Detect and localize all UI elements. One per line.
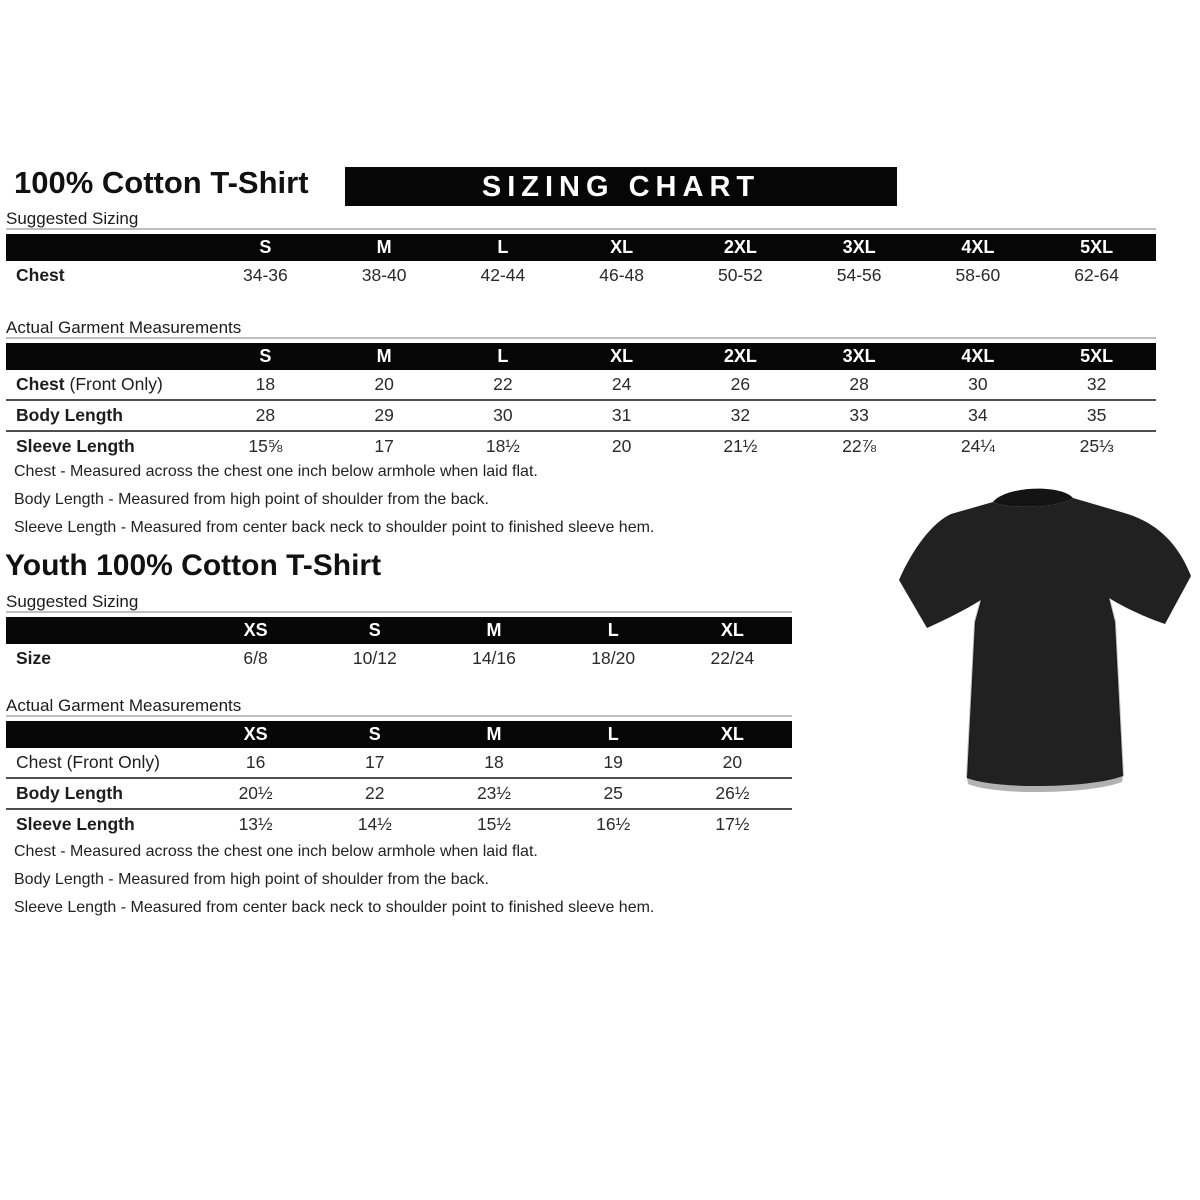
adult-actual-measurements-table (6, 337, 1156, 461)
measurement-cell: 15⅝ (248, 436, 283, 456)
tshirt-body-shape (899, 498, 1191, 786)
row-label: Body Length (16, 783, 123, 803)
youth-measurement-notes (14, 838, 654, 922)
row-label: Chest (Front Only) (16, 374, 163, 394)
table-header-row (6, 617, 792, 644)
size-column-header: 3XL (842, 346, 876, 366)
measurement-cell: 20 (611, 436, 632, 456)
measurement-cell: 32 (1086, 374, 1107, 394)
measurement-cell: 13½ (238, 814, 273, 834)
table-row (6, 430, 1156, 461)
measurement-cell: 18 (255, 374, 276, 394)
size-column-header: 4XL (961, 346, 995, 366)
size-column-header: 2XL (723, 237, 757, 257)
table-row (6, 370, 1156, 399)
measurement-cell: 28 (255, 405, 276, 425)
table-header-row (6, 343, 1156, 370)
measurement-cell: 20 (722, 752, 743, 772)
size-column-header: XL (720, 724, 744, 744)
measurement-cell: 23½ (476, 783, 512, 803)
header-row (0, 163, 1200, 209)
note-chest: Chest - Measured across the chest one inch below armhole when laid flat. (14, 463, 538, 480)
row-label: Sleeve Length (16, 436, 135, 456)
measurement-cell: 30 (968, 374, 988, 394)
measurement-cell: 22 (493, 374, 513, 394)
measurement-cell: 17 (374, 436, 394, 456)
measurement-cell: 29 (374, 405, 394, 425)
size-column-header: L (607, 620, 619, 640)
size-column-header: XL (610, 346, 634, 366)
row-label: Body Length (16, 405, 123, 425)
measurement-cell: 14½ (357, 814, 392, 834)
row-label: Chest (16, 265, 65, 285)
row-label: Chest (Front Only) (16, 752, 160, 772)
measurement-cell: 17½ (715, 814, 750, 834)
size-column-header: 5XL (1080, 346, 1114, 366)
measurement-cell: 34-36 (242, 265, 288, 285)
measurement-cell: 26 (730, 374, 751, 394)
size-column-header: XL (610, 237, 634, 257)
measurement-cell: 35 (1086, 405, 1107, 425)
measurement-cell: 17 (365, 752, 385, 772)
measurement-cell: 58-60 (955, 265, 1001, 285)
size-column-header: XL (720, 620, 744, 640)
table-header-row (6, 234, 1156, 261)
measurement-cell: 62-64 (1074, 265, 1119, 285)
measurement-cell: 20 (374, 374, 394, 394)
measurement-cell: 15½ (476, 814, 512, 834)
size-column-header: 3XL (842, 237, 876, 257)
sizing-chart-banner: SIZING CHART (345, 167, 897, 206)
measurement-cell: 19 (603, 752, 623, 772)
size-column-header: S (259, 346, 272, 366)
measurement-cell: 34 (968, 405, 988, 425)
measurement-cell: 21½ (723, 436, 758, 456)
page-title: 100% Cotton T-Shirt (14, 165, 309, 200)
measurement-cell: 14/16 (472, 648, 516, 668)
measurement-cell: 22 (365, 783, 385, 803)
table-row (6, 748, 792, 777)
measurement-cell: 31 (611, 405, 632, 425)
measurement-cell: 54-56 (836, 265, 882, 285)
note-sleeve-length: Sleeve Length - Measured from center back neck to shoulder point to finished sleeve hem. (14, 519, 655, 536)
size-column-header: 4XL (961, 237, 995, 257)
measurement-cell: 16½ (596, 814, 631, 834)
adult-actual-measurements-label: Actual Garment Measurements (6, 318, 242, 337)
measurement-cell: 10/12 (352, 648, 397, 668)
size-column-header: M (376, 346, 392, 366)
note-sleeve-length: Sleeve Length - Measured from center back neck to shoulder point to finished sleeve hem. (14, 899, 655, 916)
measurement-cell: 33 (849, 405, 869, 425)
size-column-header: M (486, 620, 502, 640)
measurement-cell: 24¼ (960, 436, 995, 456)
table-row (6, 399, 1156, 430)
tshirt-graphic (893, 478, 1198, 810)
youth-suggested-sizing-table (6, 611, 792, 673)
youth-section-title: Youth 100% Cotton T-Shirt (5, 549, 382, 582)
note-chest: Chest - Measured across the chest one inch below armhole when laid flat. (14, 843, 538, 860)
adult-suggested-sizing-table (6, 228, 1156, 290)
size-column-header: L (497, 346, 509, 366)
measurement-cell: 18 (484, 752, 504, 772)
note-body-length: Body Length - Measured from high point of shoulder from the back. (14, 491, 489, 508)
size-column-header: XS (243, 620, 268, 640)
row-label: Size (16, 648, 52, 668)
measurement-cell: 46-48 (599, 265, 644, 285)
size-column-header: M (376, 237, 392, 257)
measurement-cell: 30 (493, 405, 513, 425)
measurement-cell: 38-40 (361, 265, 407, 285)
measurement-cell: 42-44 (480, 265, 526, 285)
measurement-cell: 24 (611, 374, 632, 394)
size-column-header: S (259, 237, 272, 257)
size-column-header: XS (243, 724, 268, 744)
measurement-cell: 22⅞ (842, 436, 877, 456)
table-header-row (6, 721, 792, 748)
size-column-header: S (368, 620, 381, 640)
youth-actual-measurements-label: Actual Garment Measurements (6, 696, 242, 715)
size-column-header: L (607, 724, 619, 744)
black-tshirt-image (893, 478, 1198, 810)
table-row (6, 777, 792, 808)
measurement-cell: 32 (730, 405, 751, 425)
measurement-cell: 28 (849, 374, 869, 394)
youth-suggested-sizing-label: Suggested Sizing (6, 592, 139, 611)
measurement-cell: 20½ (238, 783, 273, 803)
measurement-cell: 26½ (715, 783, 750, 803)
note-body-length: Body Length - Measured from high point of shoulder from the back. (14, 871, 489, 888)
measurement-cell: 18½ (485, 436, 520, 456)
measurement-cell: 18/20 (591, 648, 636, 668)
row-label: Sleeve Length (16, 814, 135, 834)
size-column-header: M (486, 724, 502, 744)
size-column-header: S (368, 724, 381, 744)
adult-suggested-sizing-label: Suggested Sizing (6, 209, 139, 228)
table-row (6, 261, 1156, 290)
table-row (6, 808, 792, 839)
measurement-cell: 25 (603, 783, 623, 803)
youth-actual-measurements-table (6, 715, 792, 839)
size-column-header: 2XL (723, 346, 757, 366)
size-column-header: L (497, 237, 509, 257)
measurement-cell: 50-52 (717, 265, 763, 285)
measurement-cell: 6/8 (243, 648, 268, 668)
size-column-header: 5XL (1080, 237, 1114, 257)
measurement-cell: 16 (245, 752, 266, 772)
measurement-cell: 22/24 (710, 648, 755, 668)
measurement-cell: 25⅓ (1079, 436, 1114, 456)
table-row (6, 644, 792, 673)
adult-measurement-notes (14, 458, 654, 542)
